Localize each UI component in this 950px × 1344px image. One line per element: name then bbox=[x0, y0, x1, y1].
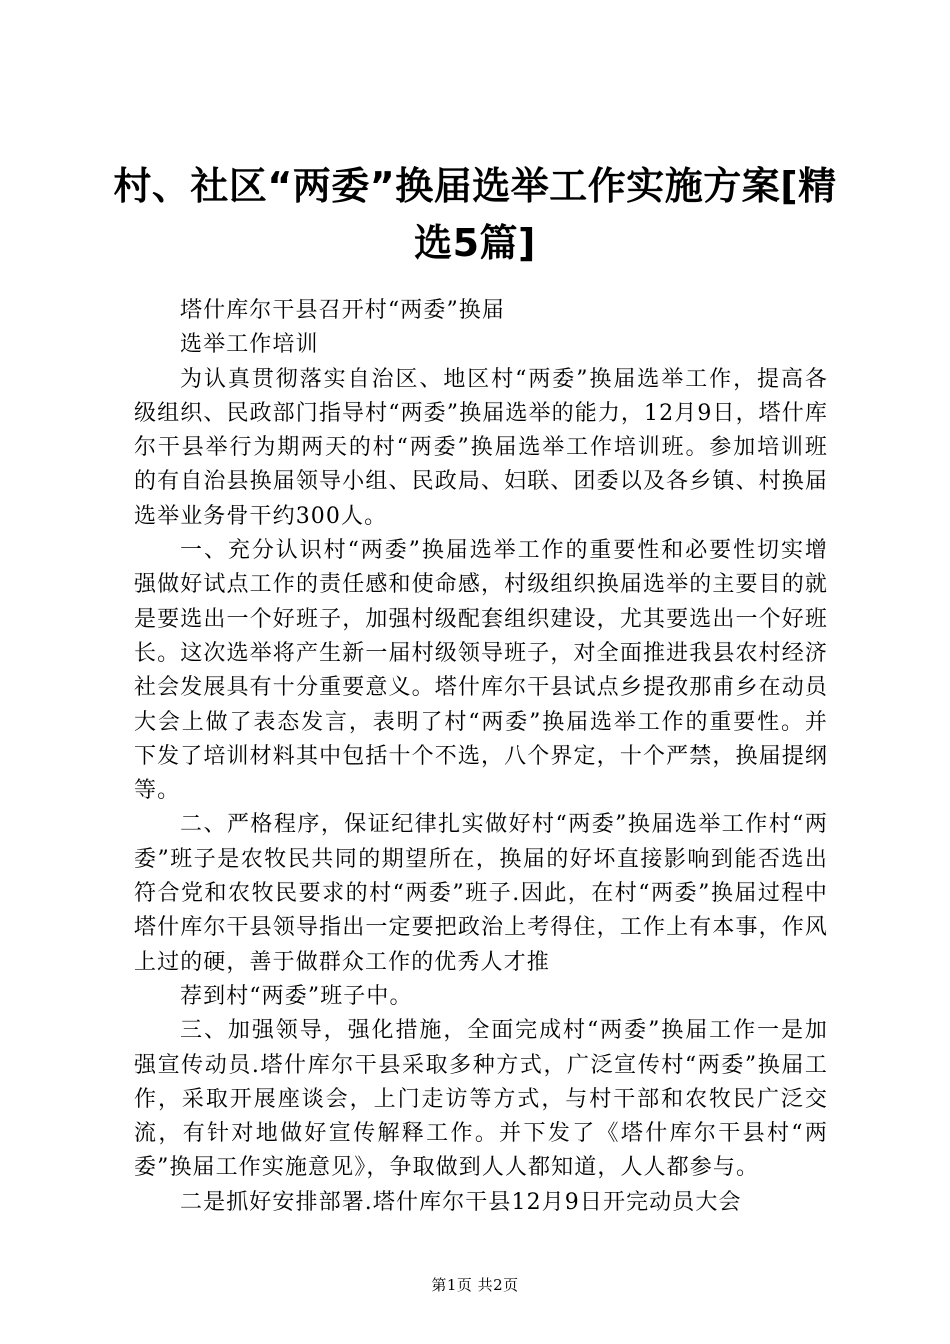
subtitle-line-1: 塔什库尔干县召开村“两委”换届 bbox=[180, 298, 505, 323]
subtitle-line-2: 选举工作培训 bbox=[180, 332, 319, 358]
title-line-1: 村、社区“两委”换届选举工作实施方案[精 bbox=[113, 164, 837, 208]
paragraph-intro: 为认真贯彻落实自治区、地区村“两委”换届选举工作，提高各级组织、民政部门指导村“两委”换届选举的能力，12月9日，塔什库尔干县举行为期两天的村“两委”换届选举工作培训班。参加培训班的有自治县换届领导小组、民政局、妇联、团委以及各乡镇、村换届选举业务骨干约300人。 bbox=[134, 366, 828, 529]
title-line-2: 选5篇] bbox=[414, 221, 536, 265]
page-number-footer: 第1页 共2页 bbox=[431, 1276, 519, 1294]
paragraph-section-3: 三、加强领导，强化措施，全面完成村“两委”换届工作一是加强宣传动员.塔什库尔干县采取多种方式，广泛宣传村“两委”换届工作，采取开展座谈会，上门走访等方式，与村干部和农牧民广泛交流，有针对地做好宣传解释工作。并下发了《塔什库尔干县村“两委”换届工作实施意见》，争取做到人人都知道，人人都参与。 bbox=[134, 1018, 828, 1181]
document-body bbox=[134, 294, 828, 1220]
paragraph-section-2: 二、严格程序，保证纪律扎实做好村“两委”换届选举工作村“两委”班子是农牧民共同的期望所在，换届的好坏直接影响到能否选出符合党和农牧民要求的村“两委”班子.因此，在村“两委”换届过程中塔什库尔干县领导指出一定要把政治上考得住，工作上有本事，作风上过的硬，善于做群众工作的优秀人才推 bbox=[134, 812, 828, 975]
document-title bbox=[100, 158, 850, 272]
paragraph-section-2-cont: 荐到村“两委”班子中。 bbox=[180, 983, 413, 1009]
paragraph-section-1: 一、充分认识村“两委”换届选举工作的重要性和必要性切实增强做好试点工作的责任感和使命感，村级组织换届选举的主要目的就是要选出一个好班子，加强村级配套组织建设，尤其要选出一个好班长。这次选举将产生新一届村级领导班子，对全面推进我县农村经济社会发展具有十分重要意义。塔什库尔干县试点乡提孜那甫乡在动员大会上做了表态发言，表明了村“两委”换届选举工作的重要性。并下发了培训材料其中包括十个不选，八个界定，十个严禁，换届提纲等。 bbox=[134, 538, 828, 804]
paragraph-section-3-item-2: 二是抓好安排部署.塔什库尔干县12月9日开完动员大会 bbox=[180, 1189, 742, 1215]
